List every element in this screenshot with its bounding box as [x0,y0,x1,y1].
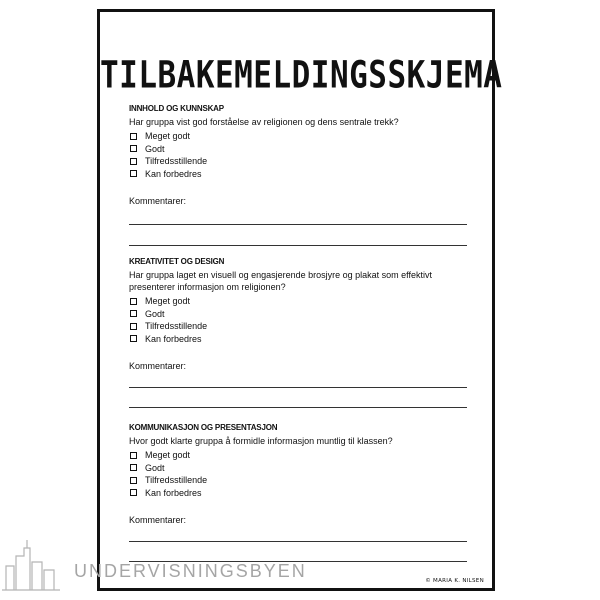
section-creativity-design [129,257,469,408]
option-tilfredsstillende[interactable] [130,474,469,487]
comment-line[interactable] [129,387,467,388]
checkbox-icon[interactable] [130,310,137,317]
comments-label: Kommentarer: [129,515,187,525]
option-godt[interactable] [130,462,469,475]
worksheet-page [97,9,503,591]
section-question: Har gruppa laget en visuell og engasjerende brosjyre og plakat som effektivt [129,270,433,280]
option-label: Meget godt [145,450,191,460]
city-skyline-icon [0,532,80,592]
checkbox-icon[interactable] [130,158,137,165]
comments-label: Kommentarer: [129,361,187,371]
option-label: Kan forbedres [145,168,202,179]
option-kan-forbedres[interactable] [130,333,469,346]
copyright-credit: © MARIA K. NILSEN [425,578,484,584]
section-question: Hvor godt klarte gruppa å formidle informasjon muntlig til klassen? [129,436,393,446]
option-label: Tilfredsstillende [145,321,208,331]
section-heading: KOMMUNIKASJON OG PRESENTASJON [129,423,278,432]
watermark [0,532,320,592]
option-label: Godt [145,143,165,154]
comment-line[interactable] [129,224,467,225]
checkbox-icon[interactable] [130,170,137,177]
checkbox-icon[interactable] [130,145,137,152]
options-list [130,295,469,345]
option-label: Tilfredsstillende [145,156,208,166]
option-tilfredsstillende[interactable] [130,320,469,333]
option-tilfredsstillende[interactable] [130,155,469,168]
watermark-text: UNDERVISNINGSBYEN [74,561,307,581]
comment-line[interactable] [129,245,467,246]
option-label: Kan forbedres [145,333,202,344]
option-label: Meget godt [145,296,191,306]
page-title: TILBAKEMELDINGSSKJEMA [100,54,503,98]
option-label: Meget godt [145,131,191,141]
option-kan-forbedres[interactable] [130,487,469,500]
option-meget-godt[interactable] [130,449,469,462]
section-question-cont: presenterer informasjon om religionen? [129,282,286,292]
option-godt[interactable] [130,308,469,321]
option-label: Godt [145,308,165,319]
comments-label: Kommentarer: [129,196,187,206]
checkbox-icon[interactable] [130,323,137,330]
option-meget-godt[interactable] [130,130,469,143]
option-kan-forbedres[interactable] [130,168,469,181]
checkbox-icon[interactable] [130,298,137,305]
section-question: Har gruppa vist god forståelse av religionen og dens sentrale trekk? [129,117,399,127]
section-content-knowledge [129,104,469,246]
options-list [130,130,469,180]
checkbox-icon[interactable] [130,452,137,459]
section-heading: INNHOLD OG KUNNSKAP [129,104,224,113]
option-label: Kan forbedres [145,487,202,498]
checkbox-icon[interactable] [130,133,137,140]
option-godt[interactable] [130,143,469,156]
option-label: Tilfredsstillende [145,475,208,485]
checkbox-icon[interactable] [130,464,137,471]
section-heading: KREATIVITET OG DESIGN [129,257,225,266]
checkbox-icon[interactable] [130,489,137,496]
options-list [130,449,469,499]
checkbox-icon[interactable] [130,477,137,484]
checkbox-icon[interactable] [130,335,137,342]
option-meget-godt[interactable] [130,295,469,308]
option-label: Godt [145,462,165,473]
comment-line[interactable] [129,407,467,408]
